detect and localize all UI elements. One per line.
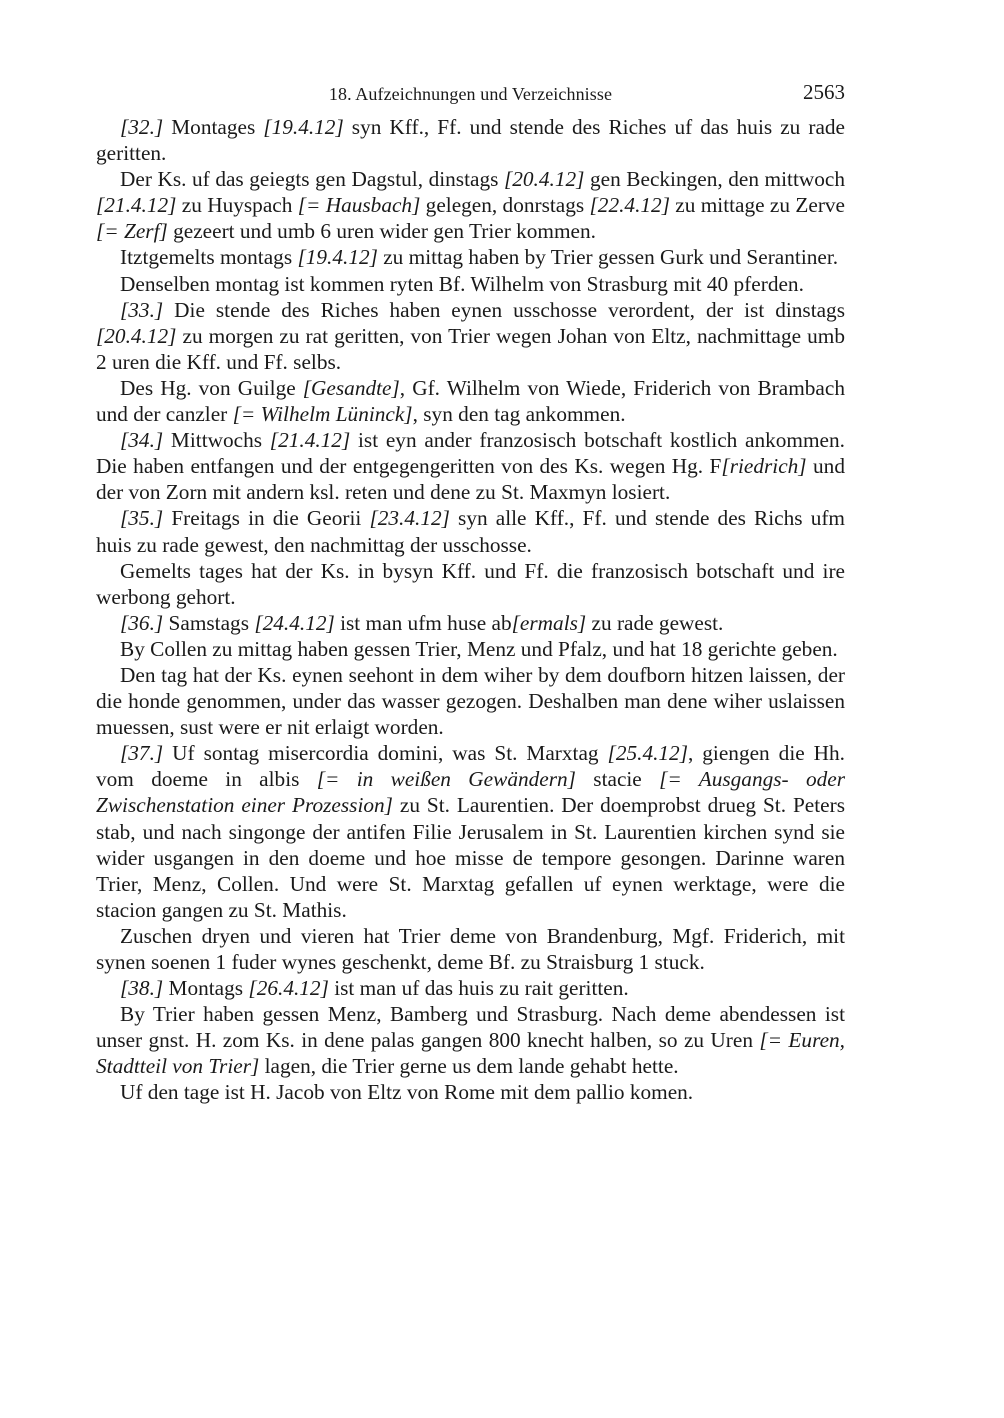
document-page (96, 78, 845, 1106)
paragraph (96, 427, 845, 505)
text-run: gelegen, donrstags (420, 193, 590, 218)
text-run: lagen, die Trier gerne us dem lande gehabt hette. (259, 1054, 679, 1079)
text-run: ist eyn ander franzosisch botschaft kostlich ankommen. Die haben entfangen und der entgegengeritten von des Ks. wegen Hg. F (96, 428, 845, 479)
editorial-annotation: [38.] (120, 976, 164, 1001)
editorial-annotation: [ermals] (511, 610, 587, 635)
editorial-annotation: [= Wilhelm Lüninck] (232, 402, 413, 427)
paragraph (96, 975, 845, 1001)
running-header (96, 78, 845, 108)
text-run: syn Kff., Ff. und stende des Riches uf das huis zu rade geritten. (96, 115, 845, 166)
editorial-annotation: [35.] (120, 506, 164, 531)
editorial-annotation: [= Hausbach] (297, 193, 421, 218)
editorial-annotation: [22.4.12] (589, 193, 670, 218)
editorial-annotation: [21.4.12] (269, 428, 351, 453)
text-run: By Collen zu mittag haben gessen Trier, Menz und Pfalz, und hat 18 gerichte geben. (120, 636, 838, 661)
text-run: ist man uf das huis zu rait geritten. (328, 976, 629, 1001)
editorial-annotation: [33.] (120, 297, 164, 322)
editorial-annotation: [36.] (120, 610, 164, 635)
paragraph (96, 740, 845, 923)
editorial-annotation: [= Euren, Stadtteil von Trier] (96, 1028, 845, 1079)
editorial-annotation: [Gesandte] (302, 375, 400, 400)
text-run: , syn den tag ankommen. (412, 402, 626, 427)
editorial-annotation: [riedrich] (721, 454, 807, 479)
paragraph (96, 271, 845, 297)
text-run: Uf sontag misercordia domini, was St. Marxtag (163, 741, 608, 766)
text-run: zu St. Laurentien. Der doemprobst drueg St. Peters stab, und nach singonge der antifen Filie Jerusalem in St. Laurentien kirchen synd sie wider usgangen in den doeme und hoe misse de tempore gesongen. Darinne waren Trier, Menz, Collen. Und were St. Marxtag gefallen uf eynen werktage, were die stacion gangen zu St. Mathis. (96, 793, 845, 922)
text-run: syn alle Kff., Ff. und stende des Richs ufm huis zu rade gewest, den nachmittag der usschosse. (96, 506, 845, 557)
paragraph (96, 923, 845, 975)
text-run: zu Huyspach (176, 193, 298, 218)
editorial-annotation: [34.] (120, 428, 164, 453)
editorial-annotation: [= Ausgangs- oder Zwischenstation einer Prozession] (96, 767, 845, 818)
text-run: Zuschen dryen und vieren hat Trier deme von Brandenburg, Mgf. Friderich, mit synen soenen 1 fuder wynes geschenkt, deme Bf. zu Straisburg 1 stuck. (96, 923, 845, 974)
text-run: Denselben montag ist kommen ryten Bf. Wilhelm von Strasburg mit 40 pferden. (120, 271, 804, 296)
paragraph (96, 662, 845, 740)
text-run: ist man ufm huse ab (334, 610, 512, 635)
paragraph (96, 1079, 845, 1105)
text-run: Freitags in die Georii (163, 506, 370, 531)
editorial-annotation: [20.4.12] (96, 323, 177, 348)
editorial-annotation: [26.4.12] (248, 976, 329, 1001)
editorial-annotation: [25.4.12] (607, 741, 688, 766)
body-text (96, 114, 845, 1106)
text-run: Der Ks. uf das geiegts gen Dagstul, dinstags (120, 167, 504, 192)
editorial-annotation: [= Zerf] (96, 219, 168, 244)
text-run: zu mittag haben by Trier gessen Gurk und Serantiner. (377, 245, 839, 270)
text-run: Uf den tage ist H. Jacob von Eltz von Rome mit dem pallio komen. (120, 1080, 694, 1105)
paragraph (96, 166, 845, 244)
text-run: Montags (163, 976, 249, 1001)
text-run: Des Hg. von Guilge (120, 375, 303, 400)
editorial-annotation: [32.] (120, 115, 164, 139)
paragraph (96, 636, 845, 662)
paragraph (96, 244, 845, 270)
editorial-annotation: [19.4.12] (297, 245, 378, 270)
text-run: gezeert und umb 6 uren wider gen Trier kommen. (167, 219, 596, 244)
text-run: Die stende des Riches haben eynen usschosse verordent, der ist dinstags (163, 297, 845, 322)
paragraph (96, 558, 845, 610)
text-run: zu morgen zu rat geritten, von Trier wegen Johan von Eltz, nachmittage umb 2 uren die Kff. und Ff. selbs. (96, 323, 845, 374)
paragraph (96, 610, 845, 636)
text-run: stacie (575, 767, 660, 792)
text-run: Samstags (163, 610, 255, 635)
editorial-annotation: [21.4.12] (96, 193, 177, 218)
paragraph (96, 297, 845, 375)
text-run: Itztgemelts montags (120, 245, 298, 270)
text-run: Gemelts tages hat der Ks. in bysyn Kff. und Ff. die franzosisch botschaft und ire werbong gehort. (96, 558, 845, 609)
running-title: 18. Aufzeichnungen und Verzeichnisse (328, 84, 613, 104)
text-run: Den tag hat der Ks. eynen seehont in dem wiher by dem doufborn hitzen laissen, der die honde genommen, under das wasser gezogen. Deshalben man dene wiher uslaissen muessen, sust were er nit erlaigt worden. (96, 662, 845, 740)
text-run: und der von Zorn mit andern ksl. reten und dene zu St. Maxmyn losiert. (96, 454, 845, 505)
editorial-annotation: [37.] (120, 741, 164, 766)
text-run: zu rade gewest. (586, 610, 724, 635)
editorial-annotation: [20.4.12] (503, 167, 585, 192)
text-run: Mittwochs (163, 428, 270, 453)
page-number: 2563 (803, 80, 845, 104)
text-run: gen Beckingen, den mittwoch (584, 167, 845, 192)
editorial-annotation: [= in weißen Gewändern] (316, 767, 576, 792)
text-run: zu mittage zu Zerve (669, 193, 846, 218)
paragraph (96, 114, 845, 166)
text-run: Montages (163, 115, 264, 139)
editorial-annotation: [24.4.12] (254, 610, 335, 635)
editorial-annotation: [19.4.12] (263, 115, 344, 139)
paragraph (96, 505, 845, 557)
editorial-annotation: [23.4.12] (369, 506, 450, 531)
text-run: , giengen die Hh. vom doeme in albis (96, 741, 845, 792)
paragraph (96, 1001, 845, 1079)
text-run: By Trier haben gessen Menz, Bamberg und Strasburg. Nach deme abendessen ist unser gnst. H. zom Ks. in dene palas gangen 800 knecht halben, so zu Uren (96, 1002, 845, 1053)
paragraph (96, 375, 845, 427)
text-run: , Gf. Wilhelm von Wiede, Friderich von Brambach und der canzler (96, 375, 845, 427)
